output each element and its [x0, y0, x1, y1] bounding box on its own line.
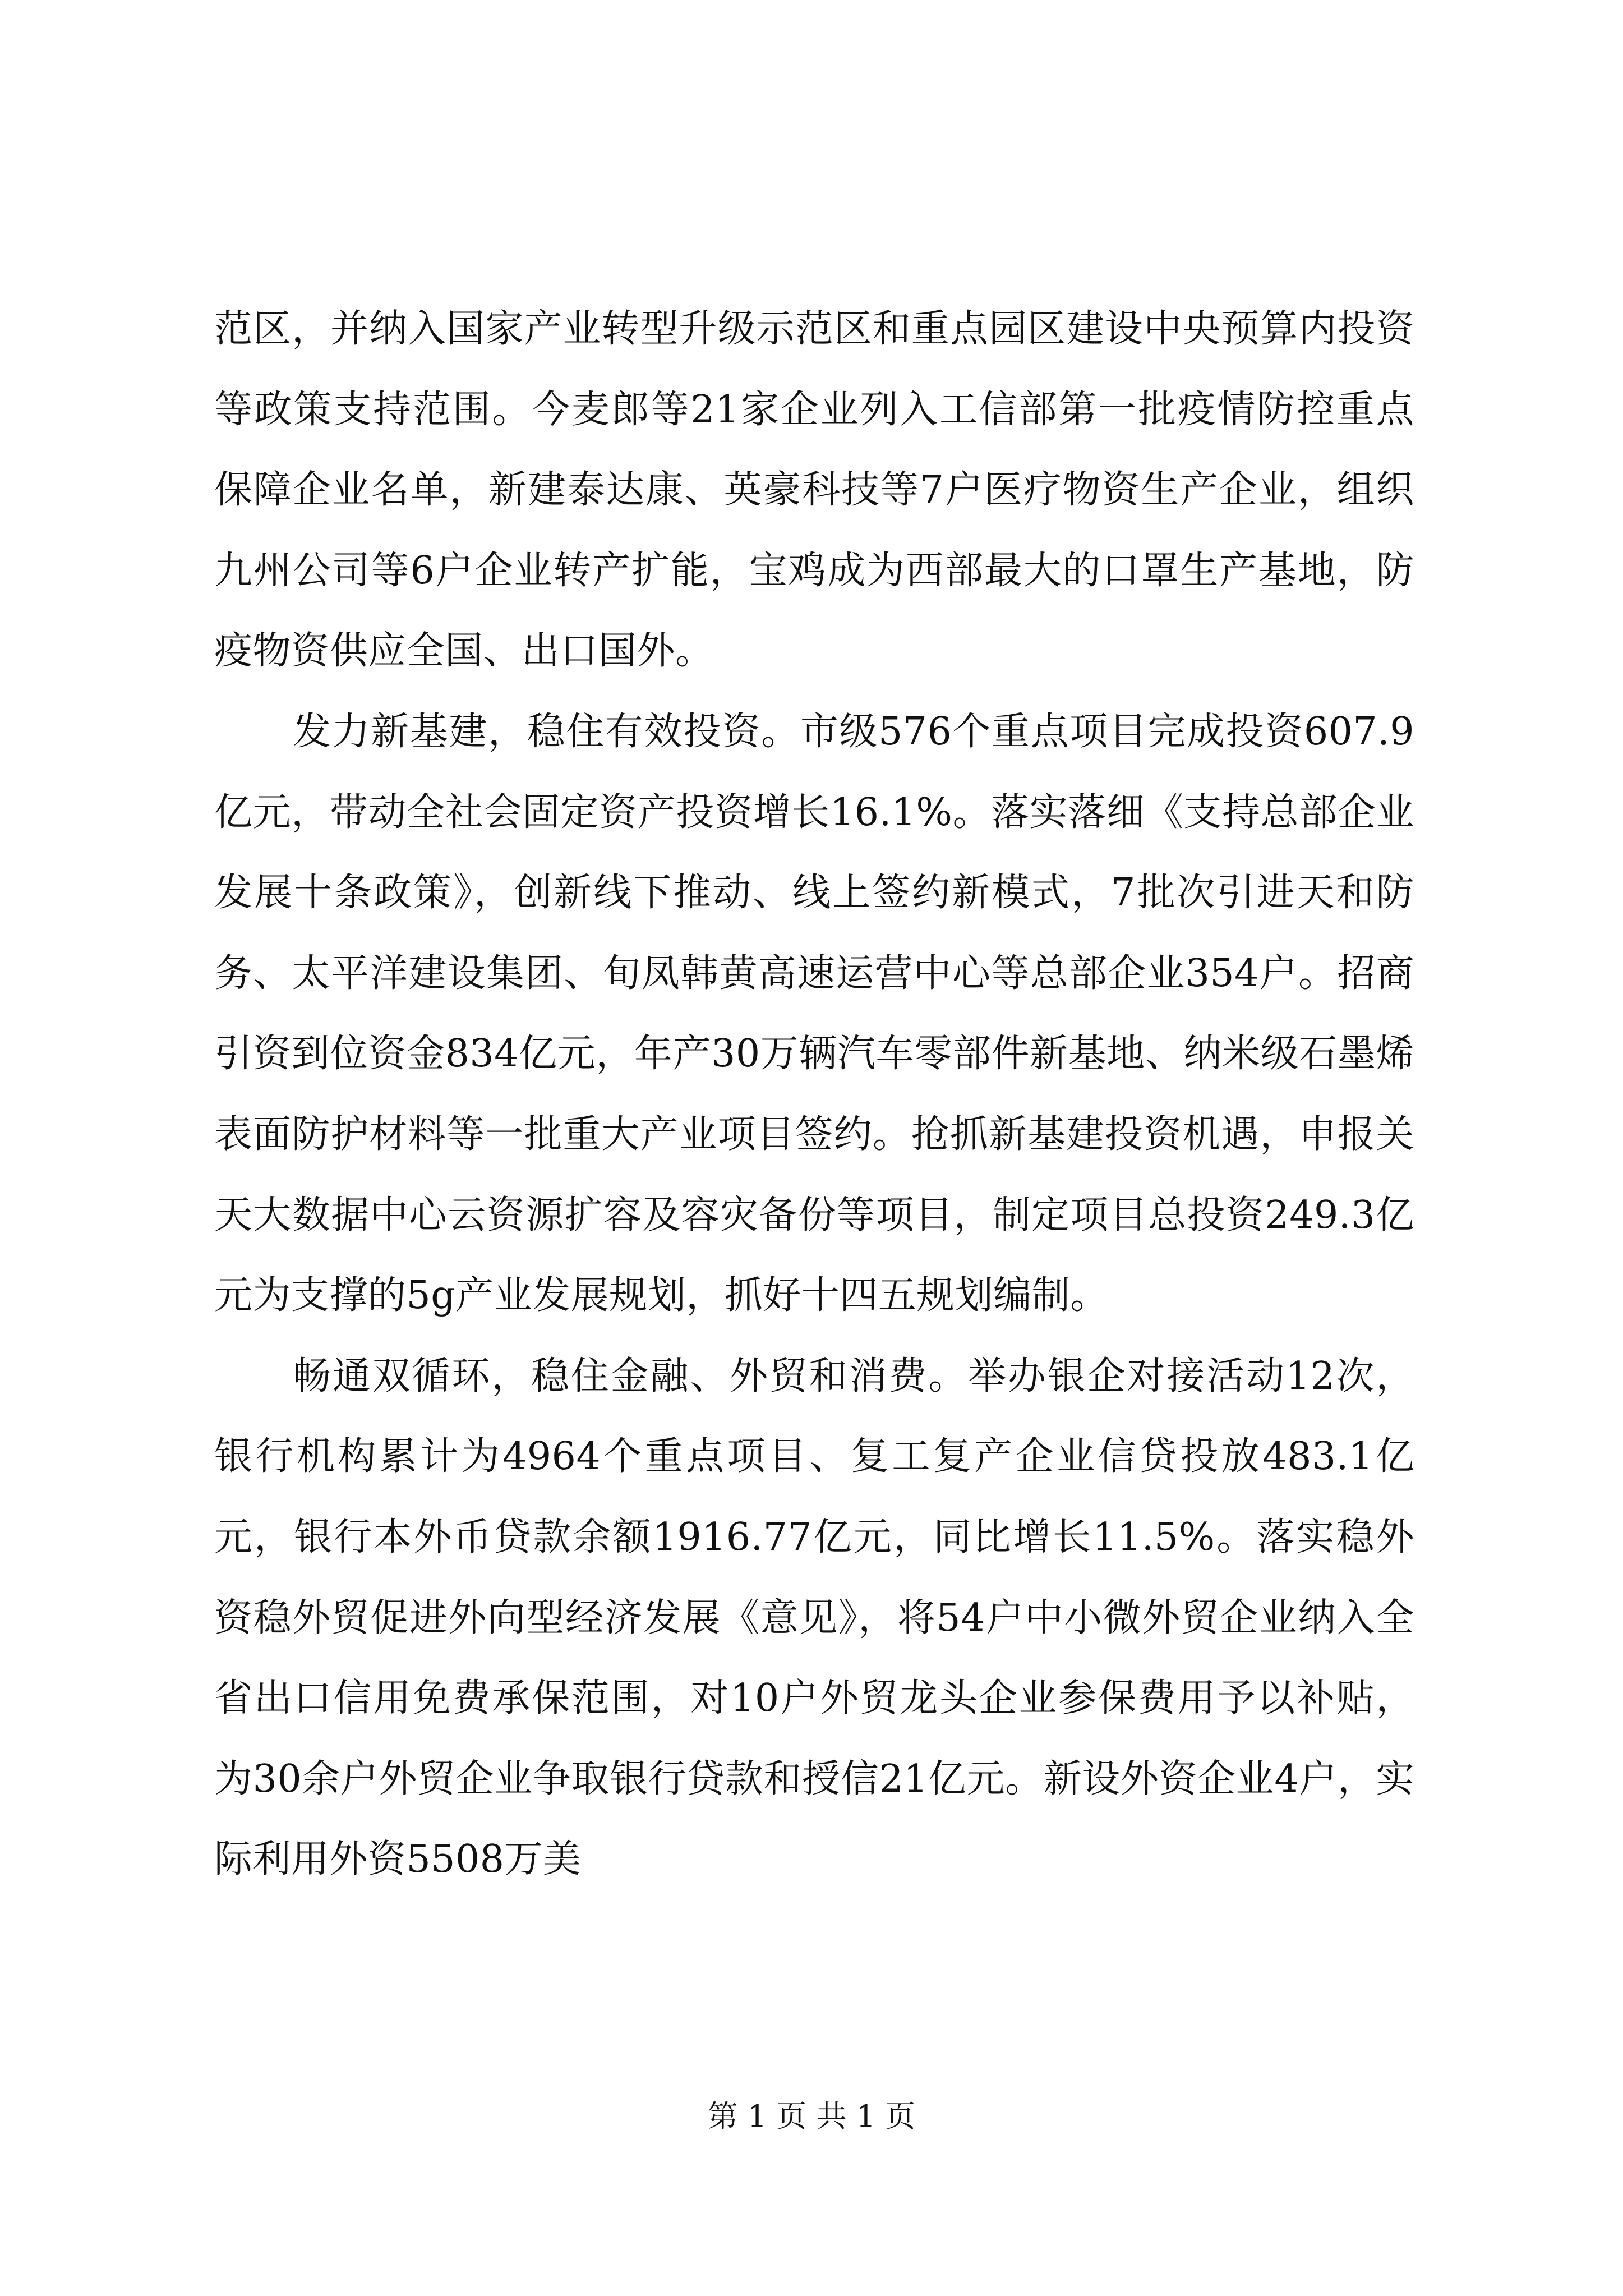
page-footer [0, 2097, 1623, 2136]
document-body [214, 289, 1414, 1900]
paragraph-investment: 发力新基建，稳住有效投资。市级576个重点项目完成投资607.9亿元，带动全社会固定资产投资增长16.1%。落实落细《支持总部企业发展十条政策》，创新线下推动、线上签约新模式，7批次引进天和防务、太平洋建设集团、旬凤韩黄高速运营中心等总部企业354户。招商引资到位资金834亿元，年产30万辆汽车零部件新基地、纳米级石墨烯表面防护材料等一批重大产业项目签约。抢抓新基建投资机遇，申报关天大数据中心云资源扩容及容灾备份等项目，制定项目总投资249.3亿元为支撑的5g产业发展规划，抓好十四五规划编制。 [214, 709, 1414, 1318]
paragraph-finance-trade: 畅通双循环，稳住金融、外贸和消费。举办银企对接活动12次，银行机构累计为4964个重点项目、复工复产企业信贷投放483.1亿元，银行本外币贷款余额1916.77亿元，同比增长11.5%。落实稳外资稳外贸促进外向型经济发展《意见》，将54户中小微外贸企业纳入全省出口信用免费承保范围，对10户外贸龙头企业参保费用予以补贴，为30余户外贸企业争取银行贷款和授信21亿元。新设外资企业4户，实际利用外资5508万美 [214, 1354, 1414, 1882]
paragraph-continuation: 范区，并纳入国家产业转型升级示范区和重点园区建设中央预算内投资等政策支持范围。今麦郎等21家企业列入工信部第一批疫情防控重点保障企业名单，新建泰达康、英豪科技等7户医疗物资生产企业，组织九州公司等6户企业转产扩能，宝鸡成为西部最大的口罩生产基地，防疫物资供应全国、出口国外。 [214, 307, 1414, 674]
page-number-label: 第 1 页 共 1 页 [707, 2099, 916, 2134]
